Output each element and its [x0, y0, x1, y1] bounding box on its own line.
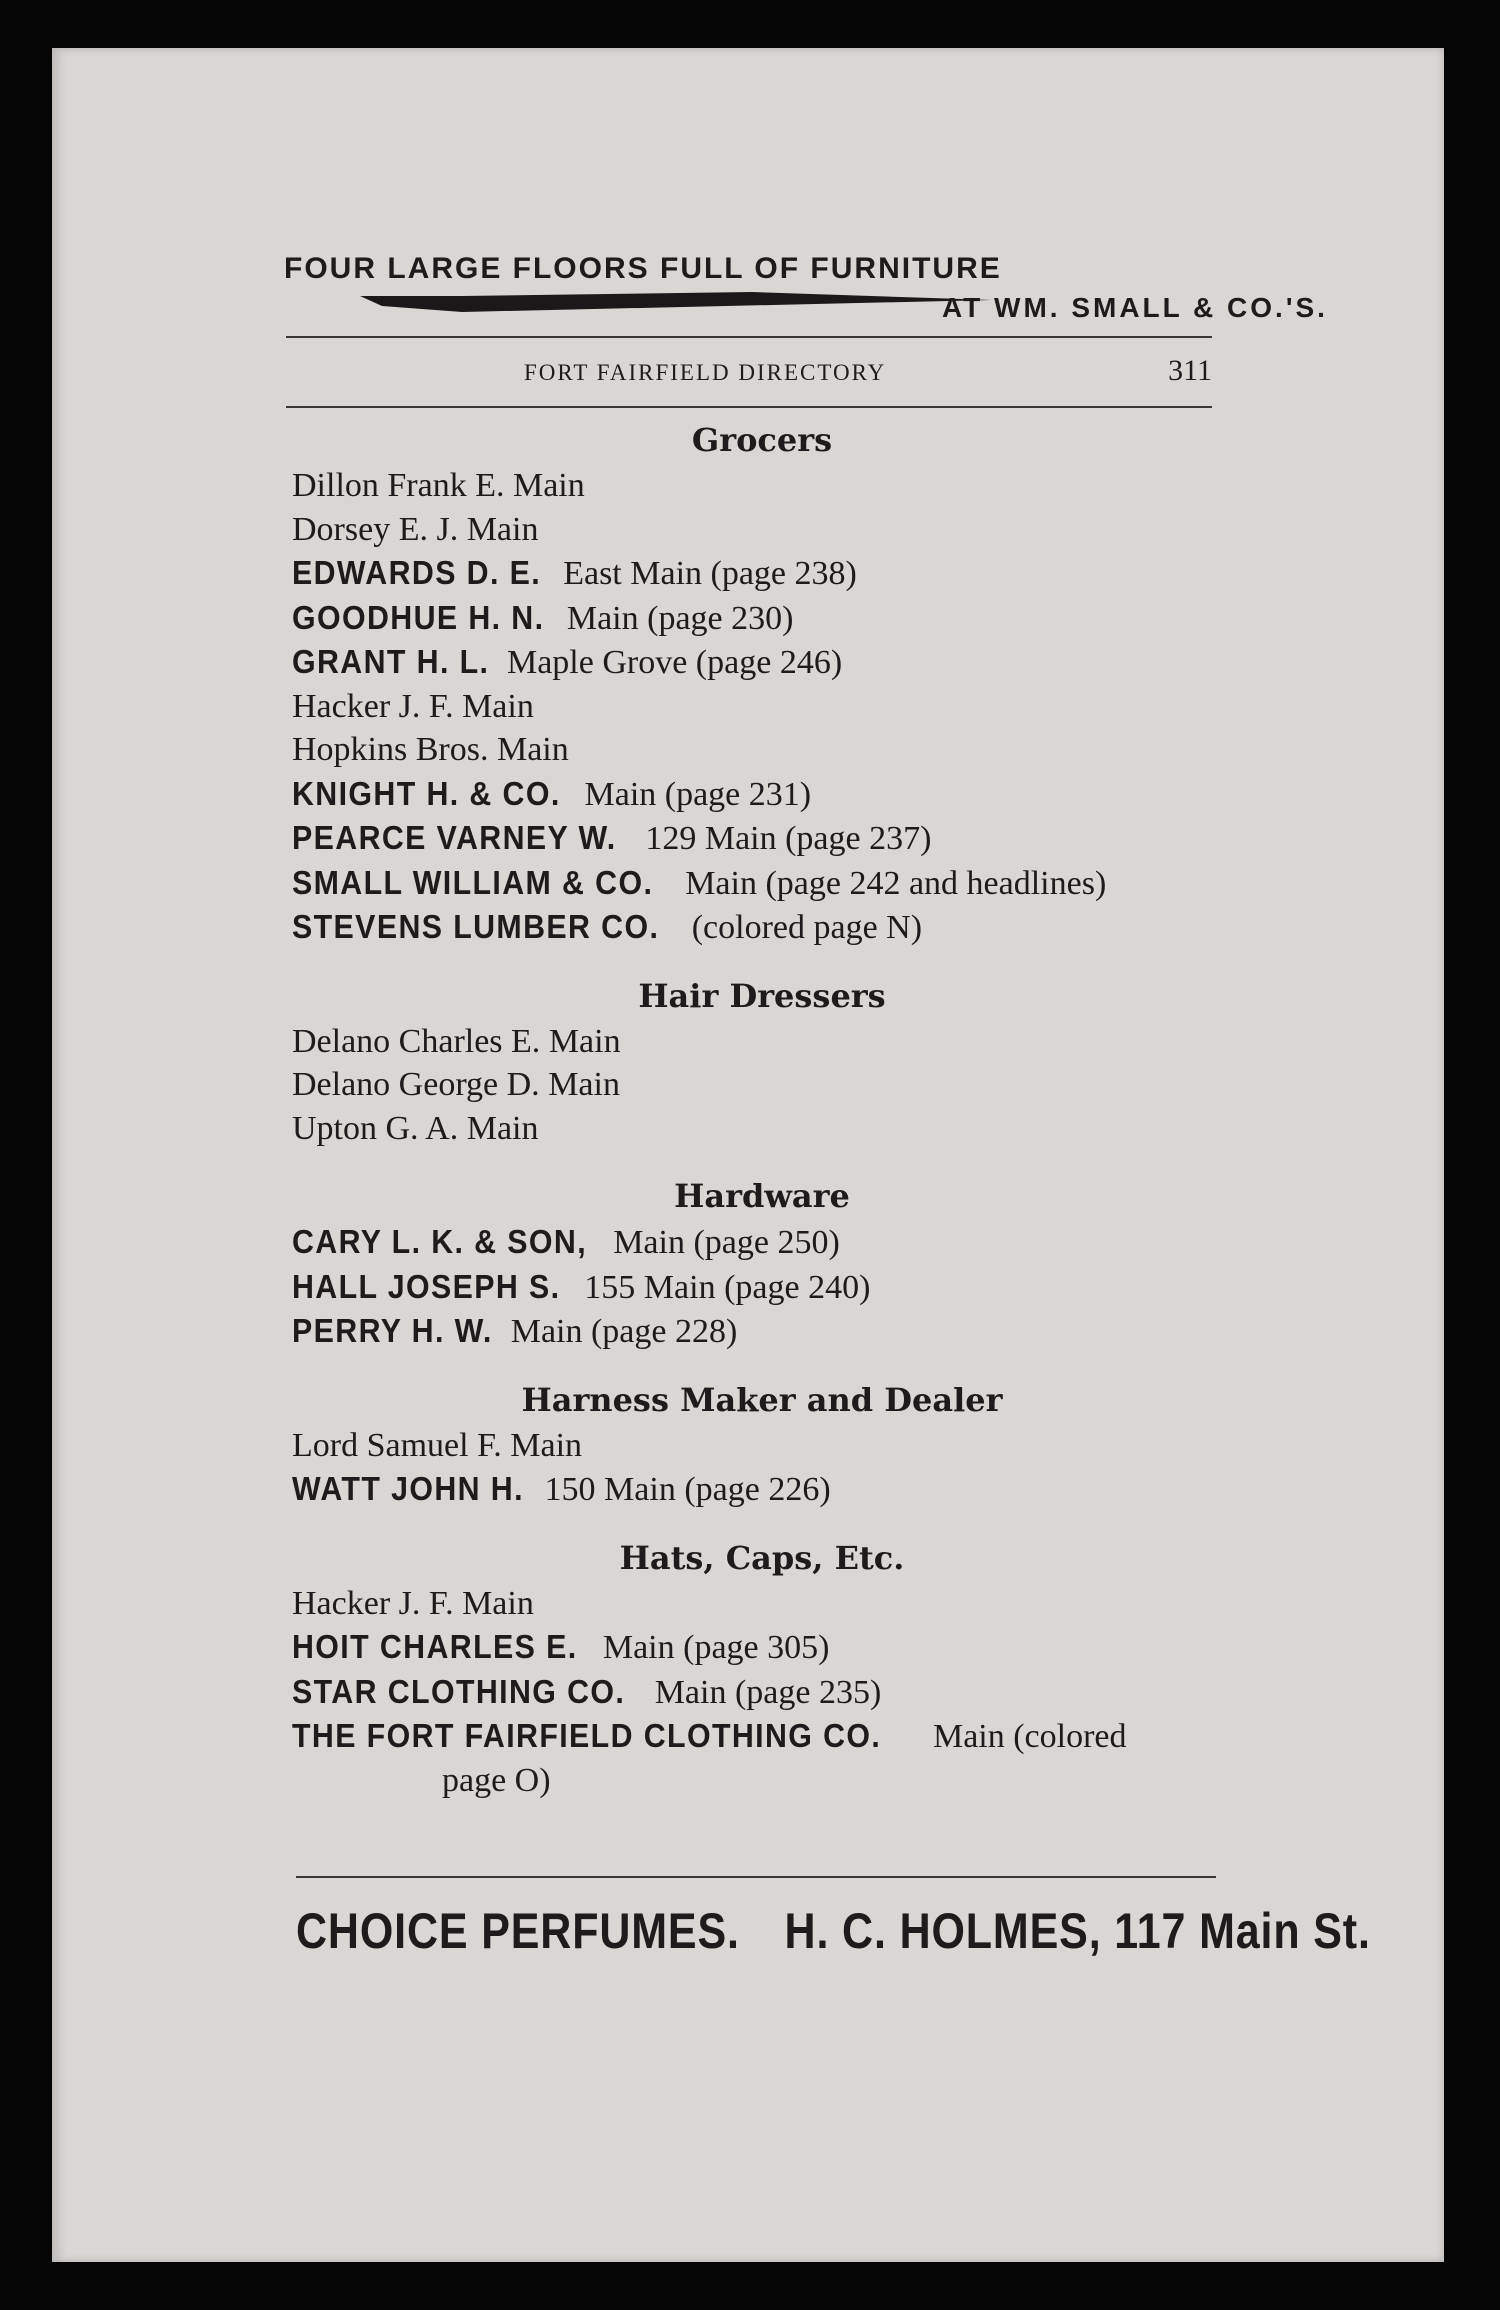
directory-listing — [292, 420, 1232, 1828]
directory-entry — [292, 728, 1232, 772]
section-heading: Hardware — [674, 1177, 850, 1215]
entry-detail: Main — [548, 1066, 620, 1103]
entry-name: Delano George D. — [292, 1066, 540, 1103]
entry-detail: Main — [548, 1022, 621, 1060]
entry-detail: Main — [466, 510, 539, 548]
entry-detail-continued: page O) — [442, 1761, 551, 1799]
directory-entry — [292, 905, 1232, 950]
directory-entry — [292, 1063, 1232, 1107]
entry-detail: Main — [496, 731, 569, 768]
entry-name: SMALL WILLIAM & CO. — [292, 863, 654, 901]
bottom-ad-merchant: H. C. HOLMES, 117 Main St. — [784, 1903, 1371, 1959]
entry-detail: 150 Main (page 226) — [544, 1471, 831, 1508]
directory-entry — [292, 685, 1232, 729]
directory-entry — [292, 1625, 1232, 1670]
directory-entry — [292, 464, 1232, 508]
entry-detail: Main — [512, 467, 585, 504]
directory-entry — [292, 772, 1232, 817]
entry-detail: Main (page 230) — [566, 599, 794, 637]
entry-name: Delano Charles E. — [292, 1022, 541, 1060]
entry-detail: Main (page 242 and headlines) — [685, 864, 1107, 902]
entry-name: GRANT H. L. — [292, 643, 490, 680]
top-advertisement — [232, 200, 1328, 330]
directory-entry — [292, 508, 1232, 552]
entry-name: PEARCE VARNEY W. — [292, 819, 617, 856]
entry-name: STAR CLOTHING CO. — [292, 1672, 626, 1710]
entry-detail: Main (page 305) — [602, 1629, 830, 1666]
entry-name: Lord Samuel F. — [292, 1426, 502, 1464]
entry-name: KNIGHT H. & CO. — [292, 774, 561, 812]
section-heading: Hair Dressers — [638, 976, 886, 1015]
directory-entry — [292, 1309, 1232, 1354]
directory-section — [292, 1538, 1232, 1803]
entry-name: Hacker J. F. — [292, 687, 454, 725]
entry-name: Hopkins Bros. — [292, 731, 489, 768]
entry-detail: Main (page 235) — [654, 1673, 882, 1711]
entry-detail: Main (colored — [932, 1718, 1127, 1755]
entry-name: Hacker J. F. — [292, 1584, 454, 1622]
entry-name: STEVENS LUMBER CO. — [292, 908, 660, 945]
rule-under-head — [286, 406, 1212, 408]
directory-entry — [292, 1582, 1232, 1626]
rule-top — [286, 336, 1212, 338]
entry-name: EDWARDS D. E. — [292, 554, 542, 591]
rule-bottom — [296, 1876, 1216, 1878]
directory-entry — [292, 1714, 1232, 1802]
section-heading: Hats, Caps, Etc. — [619, 1538, 905, 1577]
entry-name: Upton G. A. — [292, 1109, 459, 1147]
running-title: FORT FAIRFIELD DIRECTORY — [524, 360, 887, 385]
entry-detail: East Main (page 238) — [563, 555, 857, 592]
entry-detail: Main (page 250) — [613, 1224, 840, 1261]
directory-entry — [292, 1467, 1232, 1512]
entry-detail: Maple Grove (page 246) — [506, 644, 843, 681]
entry-name: Dillon Frank E. — [292, 467, 505, 504]
directory-entry — [292, 1424, 1232, 1468]
bottom-advertisement — [296, 1902, 1371, 1960]
running-head — [232, 340, 1212, 396]
directory-entry — [292, 1020, 1232, 1064]
directory-entry — [292, 1265, 1232, 1310]
entry-detail: Main — [510, 1426, 583, 1464]
page-number: 311 — [1168, 354, 1212, 387]
entry-name: CARY L. K. & SON, — [292, 1223, 588, 1260]
directory-section — [292, 420, 1232, 950]
directory-entry — [292, 596, 1232, 641]
entry-detail: 129 Main (page 237) — [645, 820, 932, 857]
ad-headline: FOUR LARGE FLOORS FULL OF FURNITURE — [284, 252, 1002, 285]
entry-detail: Main (page 231) — [584, 775, 812, 813]
entry-detail: Main (page 228) — [510, 1313, 738, 1350]
directory-section — [292, 1380, 1232, 1512]
directory-entry — [292, 551, 1232, 596]
entry-name: HALL JOSEPH S. — [292, 1267, 561, 1305]
section-heading: Grocers — [691, 421, 833, 459]
entry-name: GOODHUE H. N. — [292, 598, 545, 636]
directory-entry — [292, 816, 1232, 861]
entry-detail: (colored page N) — [691, 909, 923, 946]
entry-name: HOIT CHARLES E. — [292, 1628, 578, 1665]
directory-entry — [292, 1670, 1232, 1715]
section-heading: Harness Maker and Dealer — [521, 1380, 1003, 1419]
bottom-ad-product: CHOICE PERFUMES. — [296, 1903, 740, 1959]
directory-section — [292, 1176, 1232, 1354]
directory-entry — [292, 1220, 1232, 1265]
ad-tagline: AT WM. SMALL & CO.'S. — [942, 292, 1328, 323]
directory-entry — [292, 861, 1232, 906]
entry-name: Dorsey E. J. — [292, 510, 459, 548]
entry-detail: Main — [462, 687, 534, 725]
directory-entry — [292, 1107, 1232, 1151]
entry-detail: Main — [466, 1109, 539, 1147]
entry-detail: Main — [462, 1584, 534, 1622]
entry-name: WATT JOHN H. — [292, 1470, 524, 1507]
entry-name: PERRY H. W. — [292, 1312, 493, 1349]
directory-entry — [292, 640, 1232, 685]
entry-name: THE FORT FAIRFIELD CLOTHING CO. — [292, 1717, 882, 1754]
directory-section — [292, 976, 1232, 1151]
entry-detail: 155 Main (page 240) — [584, 1268, 871, 1306]
